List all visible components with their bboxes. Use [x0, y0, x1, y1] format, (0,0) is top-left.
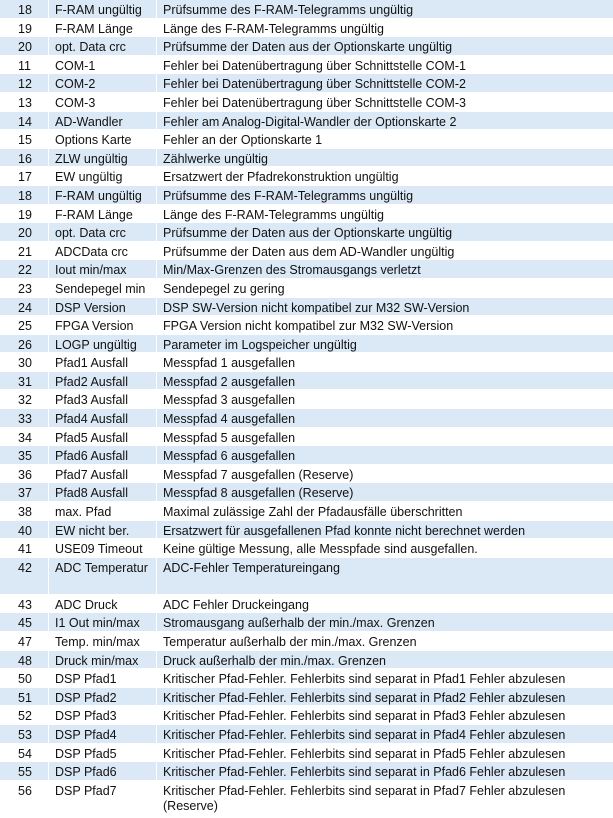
error-description: Prüfsumme des F-RAM-Telegramms ungültig: [156, 186, 613, 204]
error-code: 23: [18, 281, 32, 296]
error-name: Pfad6 Ausfall: [48, 446, 156, 464]
error-name: AD-Wandler: [48, 112, 156, 130]
table-row: [0, 446, 613, 465]
table-row: [0, 279, 613, 298]
table-row: [0, 260, 613, 279]
table-row: [0, 632, 613, 651]
error-description: Prüfsumme der Daten aus der Optionskarte ungültig: [156, 223, 613, 241]
error-description: Messpfad 8 ausgefallen (Reserve): [156, 483, 613, 501]
table-row: [0, 112, 613, 131]
error-code: 55: [18, 765, 32, 780]
error-description: Keine gültige Messung, alle Messpfade sind ausgefallen.: [156, 539, 613, 557]
error-name: DSP Pfad6: [48, 762, 156, 780]
error-name: I1 Out min/max: [48, 613, 156, 631]
error-description: Maximal zulässige Zahl der Pfadausfälle überschritten: [156, 502, 613, 520]
error-name: Sendepegel min: [48, 279, 156, 297]
error-name: DSP Pfad7: [48, 781, 156, 817]
error-description: Messpfad 1 ausgefallen: [156, 353, 613, 371]
error-description: Fehler bei Datenübertragung über Schnittstelle COM-3: [156, 93, 613, 111]
error-description: Messpfad 7 ausgefallen (Reserve): [156, 465, 613, 483]
error-description: Fehler am Analog-Digital-Wandler der Optionskarte 2: [156, 112, 613, 130]
table-row: [0, 781, 613, 818]
error-description: ADC Fehler Druckeingang: [156, 595, 613, 613]
table-row: [0, 335, 613, 354]
error-code: 54: [18, 746, 32, 761]
table-row: [0, 651, 613, 670]
table-row: [0, 669, 613, 688]
error-name: DSP Pfad4: [48, 725, 156, 743]
error-code: 25: [18, 319, 32, 334]
table-row: [0, 762, 613, 781]
error-name: Pfad7 Ausfall: [48, 465, 156, 483]
error-name: Pfad2 Ausfall: [48, 372, 156, 390]
error-name: EW ungültig: [48, 167, 156, 185]
error-name: opt. Data crc: [48, 37, 156, 55]
error-code: 19: [18, 207, 32, 222]
error-name: DSP Version: [48, 298, 156, 316]
table-row: [0, 223, 613, 242]
error-name: LOGP ungültig: [48, 335, 156, 353]
error-code: 21: [18, 244, 32, 259]
error-name: DSP Pfad3: [48, 706, 156, 724]
error-code: 30: [18, 356, 32, 371]
error-code: 42: [18, 560, 32, 575]
table-row: [0, 74, 613, 93]
table-row: [0, 56, 613, 75]
table-row: [0, 502, 613, 521]
error-code: 18: [18, 3, 32, 17]
error-code: 18: [18, 188, 32, 203]
error-name: F-RAM Länge: [48, 19, 156, 37]
error-name: Pfad3 Ausfall: [48, 390, 156, 408]
error-code: 50: [18, 672, 32, 687]
table-row: [0, 595, 613, 614]
error-name: Temp. min/max: [48, 632, 156, 650]
table-row: [0, 37, 613, 56]
error-description: Prüfsumme des F-RAM-Telegramms ungültig: [156, 0, 613, 18]
error-code: 11: [18, 58, 31, 73]
table-row: [0, 93, 613, 112]
error-description: Messpfad 6 ausgefallen: [156, 446, 613, 464]
error-description: Stromausgang außerhalb der min./max. Grenzen: [156, 613, 613, 631]
table-row: [0, 539, 613, 558]
error-code: 13: [18, 95, 32, 110]
error-description: Kritischer Pfad-Fehler. Fehlerbits sind separat in Pfad6 Fehler abzulesen: [156, 762, 613, 780]
error-description: Kritischer Pfad-Fehler. Fehlerbits sind separat in Pfad4 Fehler abzulesen: [156, 725, 613, 743]
error-code: 36: [18, 467, 32, 482]
error-name: max. Pfad: [48, 502, 156, 520]
error-description: Messpfad 5 ausgefallen: [156, 428, 613, 446]
error-name: COM-3: [48, 93, 156, 111]
table-row: [0, 409, 613, 428]
error-description: Ersatzwert der Pfadrekonstruktion ungültig: [156, 167, 613, 185]
error-description: Kritischer Pfad-Fehler. Fehlerbits sind separat in Pfad3 Fehler abzulesen: [156, 706, 613, 724]
error-code: 15: [18, 133, 32, 148]
error-code: 22: [18, 263, 32, 278]
error-name: ADC Temperatur: [48, 558, 156, 594]
error-name: COM-1: [48, 56, 156, 74]
error-name: Iout min/max: [48, 260, 156, 278]
error-code: 53: [18, 727, 32, 742]
error-code: 26: [18, 337, 32, 352]
error-code: 17: [18, 170, 32, 185]
error-code: 20: [18, 226, 32, 241]
error-name: Pfad1 Ausfall: [48, 353, 156, 371]
error-description: Fehler bei Datenübertragung über Schnittstelle COM-2: [156, 74, 613, 92]
error-description: FPGA Version nicht kompatibel zur M32 SW-Version: [156, 316, 613, 334]
error-name: Pfad4 Ausfall: [48, 409, 156, 427]
error-description: Kritischer Pfad-Fehler. Fehlerbits sind separat in Pfad2 Fehler abzulesen: [156, 688, 613, 706]
error-code: 24: [18, 300, 32, 315]
error-description: Messpfad 3 ausgefallen: [156, 390, 613, 408]
error-description: Parameter im Logspeicher ungültig: [156, 335, 613, 353]
table-row: [0, 130, 613, 149]
error-name: Druck min/max: [48, 651, 156, 669]
table-row: [0, 19, 613, 38]
table-row: [0, 465, 613, 484]
error-description: ADC-Fehler Temperatureingang: [156, 558, 613, 594]
error-description: Prüfsumme der Daten aus der Optionskarte ungültig: [156, 37, 613, 55]
error-description: Messpfad 2 ausgefallen: [156, 372, 613, 390]
error-code: 33: [18, 412, 32, 427]
error-code: 16: [18, 151, 32, 166]
error-code: 32: [18, 393, 32, 408]
error-name: EW nicht ber.: [48, 521, 156, 539]
error-description: Länge des F-RAM-Telegramms ungültig: [156, 19, 613, 37]
error-name: ZLW ungültig: [48, 149, 156, 167]
table-row: [0, 242, 613, 261]
error-description: Kritischer Pfad-Fehler. Fehlerbits sind separat in Pfad1 Fehler abzulesen: [156, 669, 613, 687]
error-name: DSP Pfad2: [48, 688, 156, 706]
error-description: DSP SW-Version nicht kompatibel zur M32 SW-Version: [156, 298, 613, 316]
table-row: [0, 372, 613, 391]
error-code: 48: [18, 653, 32, 668]
table-row: [0, 613, 613, 632]
error-description: Kritischer Pfad-Fehler. Fehlerbits sind separat in Pfad5 Fehler abzulesen: [156, 744, 613, 762]
error-code: 41: [18, 542, 32, 557]
table-row: [0, 298, 613, 317]
error-description: Min/Max-Grenzen des Stromausgangs verletzt: [156, 260, 613, 278]
error-name: opt. Data crc: [48, 223, 156, 241]
error-description: Sendepegel zu gering: [156, 279, 613, 297]
error-name: Options Karte: [48, 130, 156, 148]
error-description: Ersatzwert für ausgefallenen Pfad konnte nicht berechnet werden: [156, 521, 613, 539]
error-code: 19: [18, 21, 32, 36]
table-row: [0, 186, 613, 205]
error-name: F-RAM ungültig: [48, 186, 156, 204]
error-name: DSP Pfad1: [48, 669, 156, 687]
error-code: 56: [18, 783, 32, 798]
table-row: [0, 167, 613, 186]
error-code: 43: [18, 597, 32, 612]
table-row: [0, 205, 613, 224]
table-row: [0, 521, 613, 540]
error-description: Messpfad 4 ausgefallen: [156, 409, 613, 427]
error-code: 14: [18, 114, 32, 129]
table-row: [0, 483, 613, 502]
error-name: COM-2: [48, 74, 156, 92]
table-row: [0, 688, 613, 707]
error-description: Temperatur außerhalb der min./max. Grenzen: [156, 632, 613, 650]
error-code: 47: [18, 635, 32, 649]
table-row: [0, 390, 613, 409]
error-code: 40: [18, 523, 32, 538]
error-code: 20: [18, 40, 32, 55]
error-name: ADCData crc: [48, 242, 156, 260]
table-row: [0, 706, 613, 725]
error-code: 12: [18, 77, 32, 92]
error-name: ADC Druck: [48, 595, 156, 613]
error-name: DSP Pfad5: [48, 744, 156, 762]
table-row: [0, 744, 613, 763]
error-code: 52: [18, 709, 32, 724]
error-description: Länge des F-RAM-Telegramms ungültig: [156, 205, 613, 223]
table-row: [0, 149, 613, 168]
error-name: Pfad8 Ausfall: [48, 483, 156, 501]
error-code: 51: [18, 690, 32, 705]
error-code: 31: [18, 374, 32, 389]
table-row: [0, 353, 613, 372]
error-description: Zählwerke ungültig: [156, 149, 613, 167]
error-description: Druck außerhalb der min./max. Grenzen: [156, 651, 613, 669]
error-code: 37: [18, 486, 32, 501]
error-name: FPGA Version: [48, 316, 156, 334]
error-code: 34: [18, 430, 32, 445]
error-name: Pfad5 Ausfall: [48, 428, 156, 446]
error-code: 38: [18, 505, 32, 520]
error-name: F-RAM Länge: [48, 205, 156, 223]
error-description: Fehler an der Optionskarte 1: [156, 130, 613, 148]
error-name: USE09 Timeout: [48, 539, 156, 557]
error-description: Fehler bei Datenübertragung über Schnittstelle COM-1: [156, 56, 613, 74]
table-row: [0, 0, 613, 19]
error-name: F-RAM ungültig: [48, 0, 156, 18]
error-description: Kritischer Pfad-Fehler. Fehlerbits sind separat in Pfad7 Fehler abzulesen (Reserve): [156, 781, 613, 817]
table-row: [0, 725, 613, 744]
table-row: [0, 316, 613, 335]
error-code: 35: [18, 449, 32, 464]
error-description: Prüfsumme der Daten aus dem AD-Wandler ungültig: [156, 242, 613, 260]
error-code: 45: [18, 616, 32, 631]
table-row: [0, 428, 613, 447]
table-row: [0, 558, 613, 595]
